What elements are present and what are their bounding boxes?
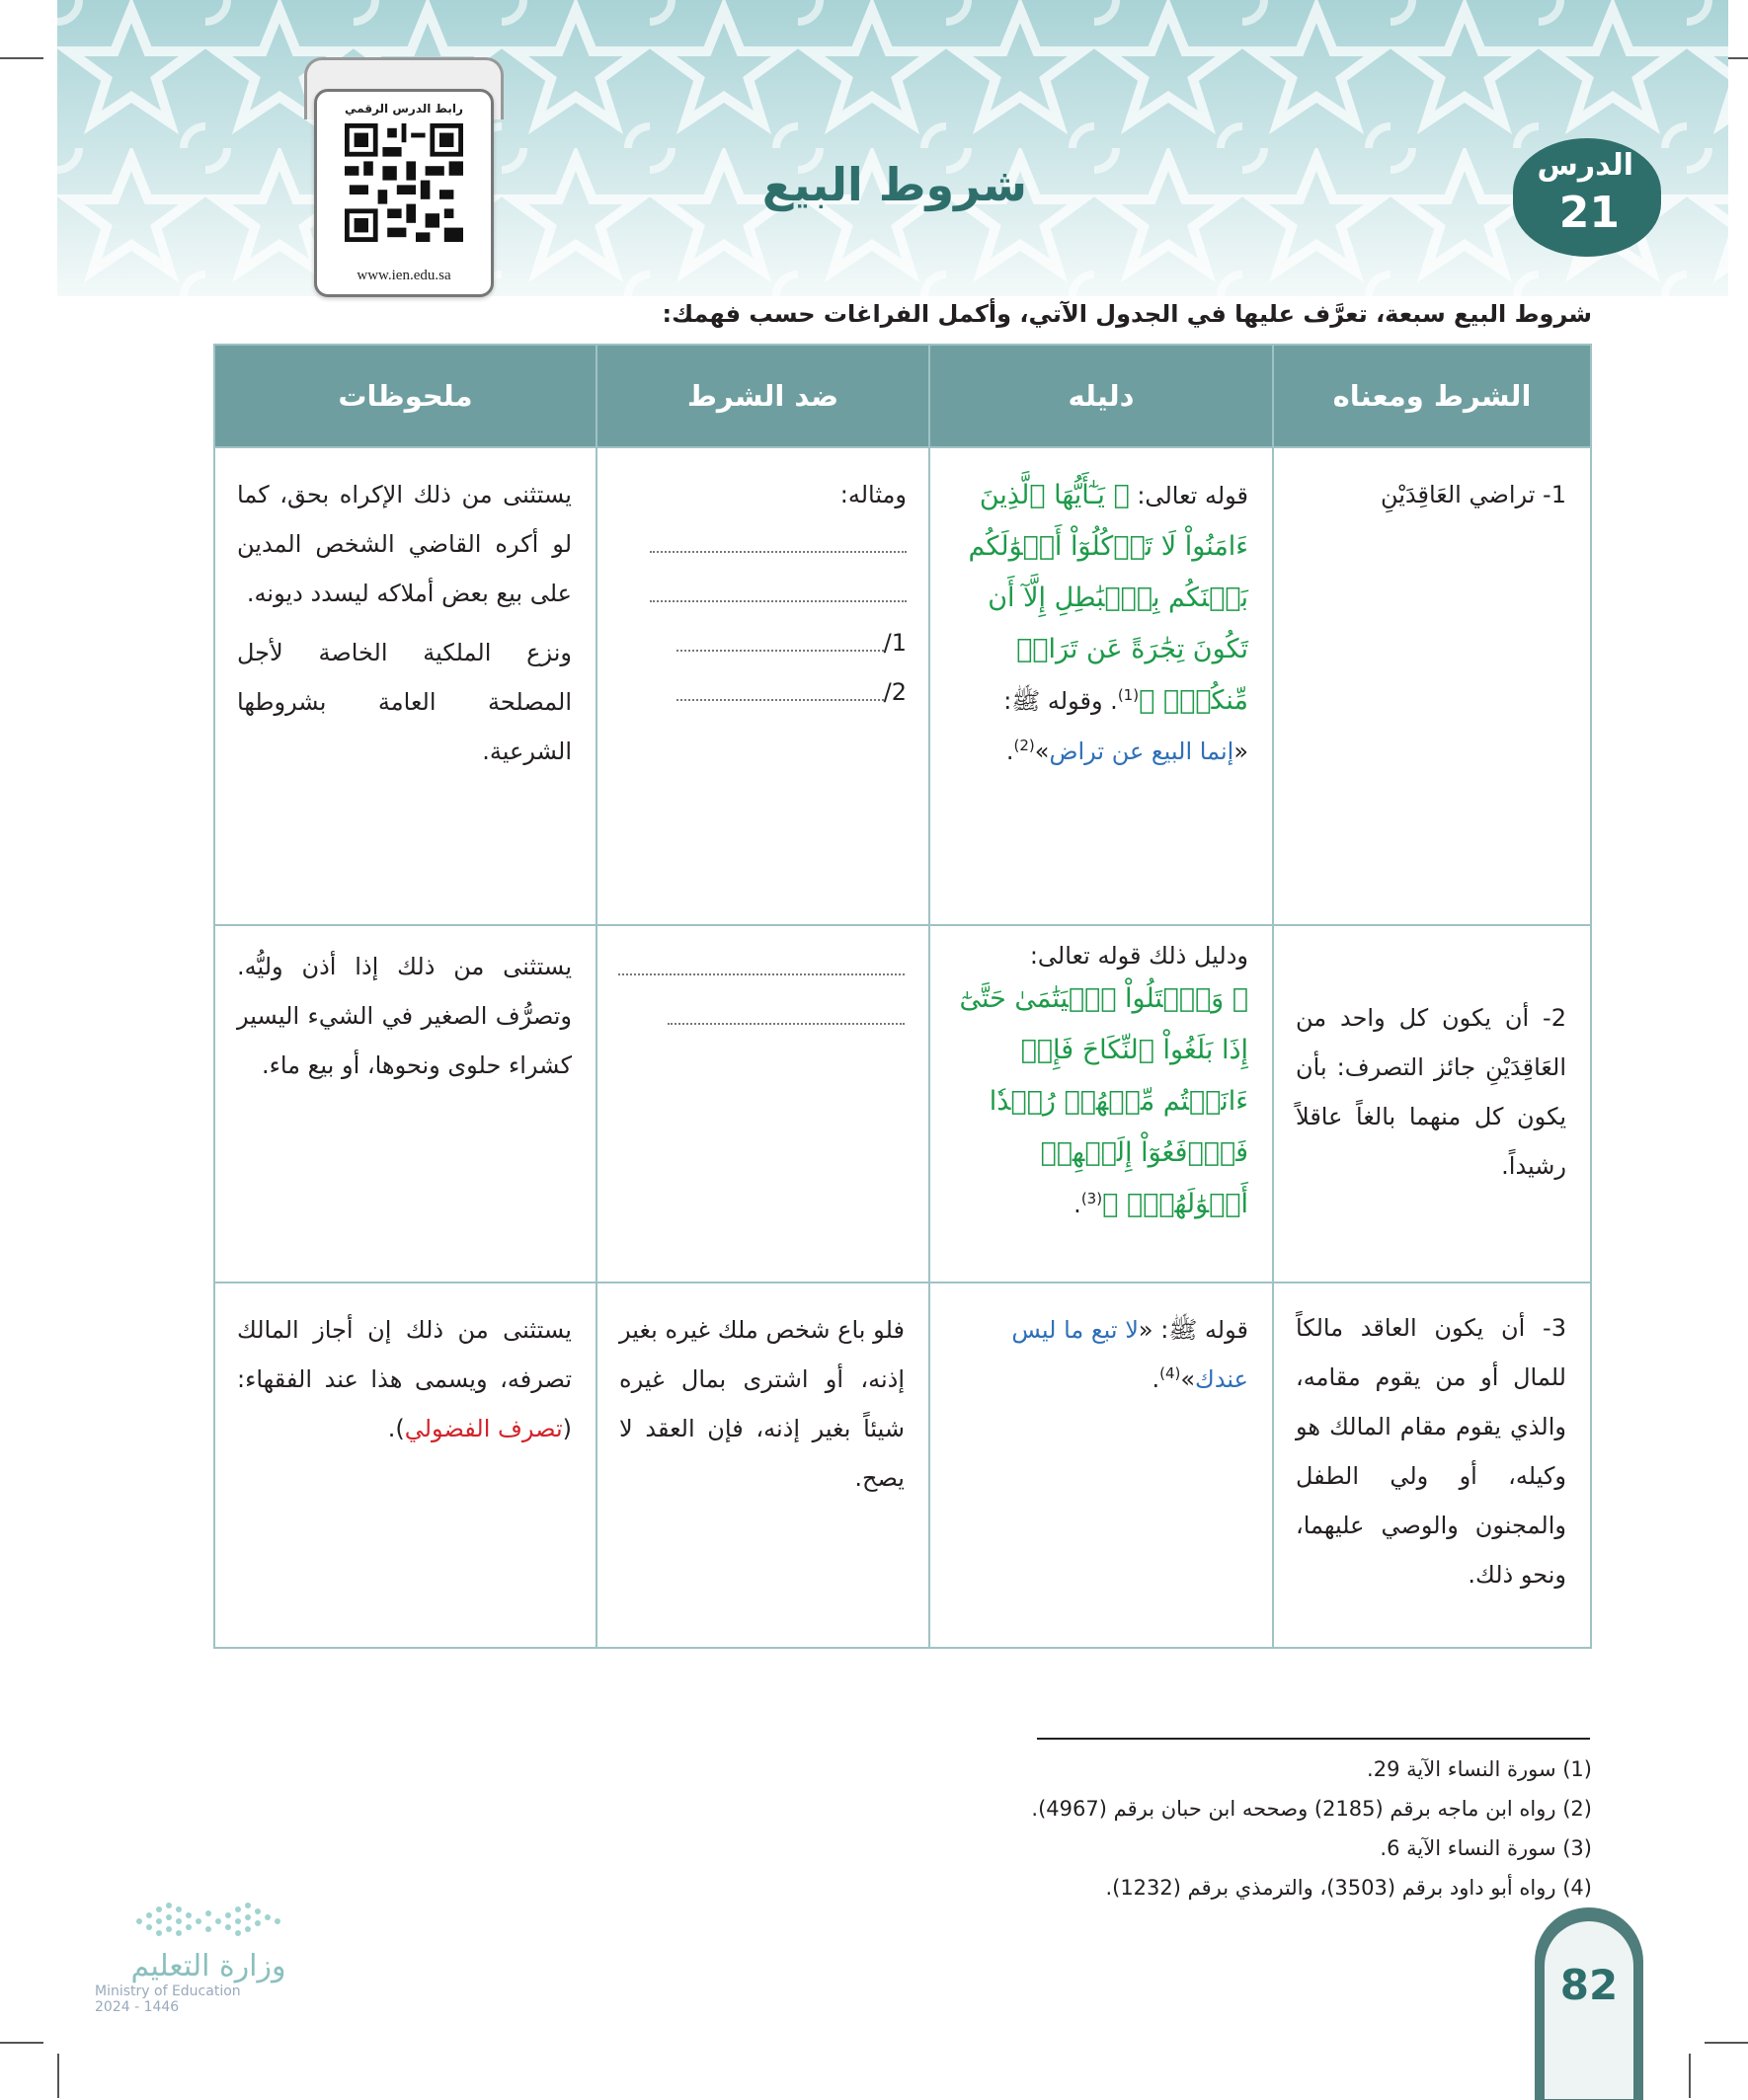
opposite-content [597, 448, 928, 727]
evidence-text [930, 1283, 1272, 1414]
qr-url[interactable]: www.ien.edu.sa [357, 268, 451, 283]
condition-text: 3- أن يكون العاقد مالكاً للمال أو من يقوم مقامه، والذي يقوم مقام المالك هو وكيله، أو ولي الطفل والمجنون والوصي عليهما، ونحو ذلك. [1296, 1314, 1566, 1589]
notes-cell [214, 447, 596, 925]
fill-blank[interactable] [619, 942, 905, 991]
footnote-ref: (4) [1159, 1364, 1181, 1382]
evidence-dot: . [1073, 1191, 1081, 1218]
hadith-text: لا تبع ما ليس عندك [1011, 1316, 1248, 1393]
evidence-text [930, 926, 1272, 1240]
notes-paragraph: يستثنى من ذلك الإكراه بحق، كما لو أكره القاضي الشخص المدين على بيع بعض أملاكه ليسدد ديونه. [237, 481, 572, 607]
footnote-divider [1037, 1738, 1590, 1740]
example-label: ومثاله: [839, 481, 907, 508]
page-number-inner [1545, 1921, 1633, 2099]
evidence-cell [929, 1283, 1273, 1648]
evidence-dot: . [1005, 738, 1014, 765]
evidence-prefix: قوله تعالى: [1129, 482, 1248, 509]
opposite-content [597, 926, 928, 1050]
evidence-cell [929, 447, 1273, 925]
footnote-item: (1) سورة النساء الآية 29. [1367, 1757, 1592, 1781]
header-banner [57, 0, 1728, 296]
evidence-cell [929, 925, 1273, 1283]
conditions-table [213, 344, 1592, 1649]
crop-mark [0, 57, 43, 59]
crop-mark [0, 2042, 43, 2044]
table-row [214, 1283, 1591, 1648]
footnote-item: (3) سورة النساء الآية 6. [1380, 1836, 1592, 1860]
evidence-prefix: قوله ﷺ: « [1138, 1316, 1248, 1344]
condition-text: 1- تراضي العَاقِدَيْنِ [1380, 481, 1566, 508]
instruction-text: شروط البيع سبعة، تعرَّف عليها في الجدول الآتي، وأكمل الفراغات حسب فهمك: [662, 300, 1592, 328]
fill-blank[interactable] [619, 991, 905, 1041]
footnote-ref: (3) [1080, 1190, 1103, 1207]
notes-cell [214, 925, 596, 1283]
crop-mark [57, 2054, 59, 2098]
ministry-name-en: Ministry of Education [95, 1983, 241, 1999]
quran-verse: ﴿ يَـٰٓأَيُّهَا ٱلَّذِينَ ءَامَنُواْ لَا تَأۡكُلُوٓاْ أَمۡوَٰلَكُم بَيۡنَكُم بِٱلۡبَٰطِلِ إِلَّآ أَن تَكُونَ تِجَٰرَةً عَن تَرَاضٖ مِّنكُمۡۚ ﴾ [968, 480, 1248, 716]
qr-label: رابط الدرس الرقمي [345, 102, 463, 116]
table-row [214, 925, 1591, 1283]
hadith-text: إنما البيع عن تراض [1049, 738, 1234, 765]
condition-cell [1273, 925, 1591, 1283]
ministry-logo [95, 1894, 322, 2015]
table-header-row [214, 345, 1591, 447]
notes-text: يستثنى من ذلك إذا أذن وليُّه. وتصرُّف الصغير في الشيء اليسير كشراء حلوى ونحوها، أو بيع ماء. [237, 953, 572, 1079]
evidence-dot: . [1152, 1365, 1160, 1393]
fill-blank-1[interactable]: 1/ [619, 618, 907, 667]
qr-code-icon [345, 123, 463, 242]
lesson-badge [1513, 138, 1661, 257]
footnotes [1031, 1750, 1592, 1907]
geometric-pattern-icon [57, 0, 1728, 296]
ministry-dots-icon [129, 1894, 287, 1949]
lesson-label: الدرس [1537, 148, 1633, 183]
page-number: 82 [1559, 1961, 1619, 2009]
evidence-end: » [1034, 738, 1050, 765]
footnote-ref: (2) [1013, 737, 1035, 754]
qr-code-card[interactable] [314, 89, 494, 297]
opposite-cell [596, 925, 929, 1283]
condition-text: 2- أن يكون كل واحد من العَاقِدَيْنِ جائز التصرف: بأن يكون كل منهما بالغاً عاقلاً رشيداً. [1296, 1004, 1566, 1180]
condition-cell [1273, 1283, 1591, 1648]
evidence-mid: . وقوله ﷺ: « [1003, 687, 1248, 765]
fill-blank[interactable] [619, 569, 907, 618]
notes-body: يستثنى من ذلك إن أجاز المالك تصرفه، ويسمى هذا عند الفقهاء: ( [237, 1316, 572, 1442]
evidence-end: » [1180, 1365, 1196, 1393]
opposite-cell [596, 447, 929, 925]
fill-blank-2[interactable]: 2/ [619, 667, 907, 717]
opposite-text: فلو باع شخص ملك غيره بغير إذنه، أو اشترى بمال غيره شيئاً بغير إذنه، فإن العقد لا يصح. [619, 1316, 905, 1492]
ministry-name-ar: وزارة التعليم [130, 1949, 286, 1983]
opposite-cell [596, 1283, 929, 1648]
notes-paragraph: ونزع الملكية الخاصة لأجل المصلحة العامة بشروطها الشرعية. [237, 639, 572, 765]
crop-mark [1689, 2054, 1691, 2098]
header-evidence: دليله [929, 345, 1273, 447]
header-notes: ملحوظات [214, 345, 596, 447]
header-opposite: ضد الشرط [596, 345, 929, 447]
notes-text [215, 1283, 596, 1463]
notes-end: ). [387, 1415, 405, 1442]
quran-verse: ﴿ وَٱبۡتَلُواْ ٱلۡيَتَٰمَىٰ حَتَّىٰٓ إِذَا بَلَغُواْ ٱلنِّكَاحَ فَإِنۡ ءَانَسۡتُم مِّنۡهُمۡ رُشۡدٗا فَٱدۡفَعُوٓاْ إِلَيۡهِمۡ أَمۡوَٰلَهُمۡۖ ﴾ [959, 983, 1248, 1219]
lesson-number: 21 [1558, 188, 1620, 238]
evidence-text [930, 448, 1272, 786]
notes-cell [214, 1283, 596, 1648]
notes-text [215, 448, 596, 786]
notes-term: تصرف الفضولي [404, 1415, 563, 1442]
header-condition: الشرط ومعناه [1273, 345, 1591, 447]
edition-year: 2024 - 1446 [95, 1999, 180, 2015]
footnote-ref: (1) [1117, 686, 1140, 704]
page-title: شروط البيع [761, 158, 1027, 211]
footnote-item: (4) رواه أبو داود برقم (3503)، والترمذي برقم (1232). [1105, 1876, 1592, 1900]
page-number-tab [1535, 1907, 1643, 2100]
evidence-prefix: ودليل ذلك قوله تعالى: [1029, 942, 1248, 970]
crop-mark [1705, 2042, 1748, 2044]
fill-blank[interactable] [619, 519, 907, 569]
footnote-item: (2) رواه ابن ماجه برقم (2185) وصححه ابن حبان برقم (4967). [1031, 1797, 1592, 1821]
condition-cell [1273, 447, 1591, 925]
table-row [214, 447, 1591, 925]
